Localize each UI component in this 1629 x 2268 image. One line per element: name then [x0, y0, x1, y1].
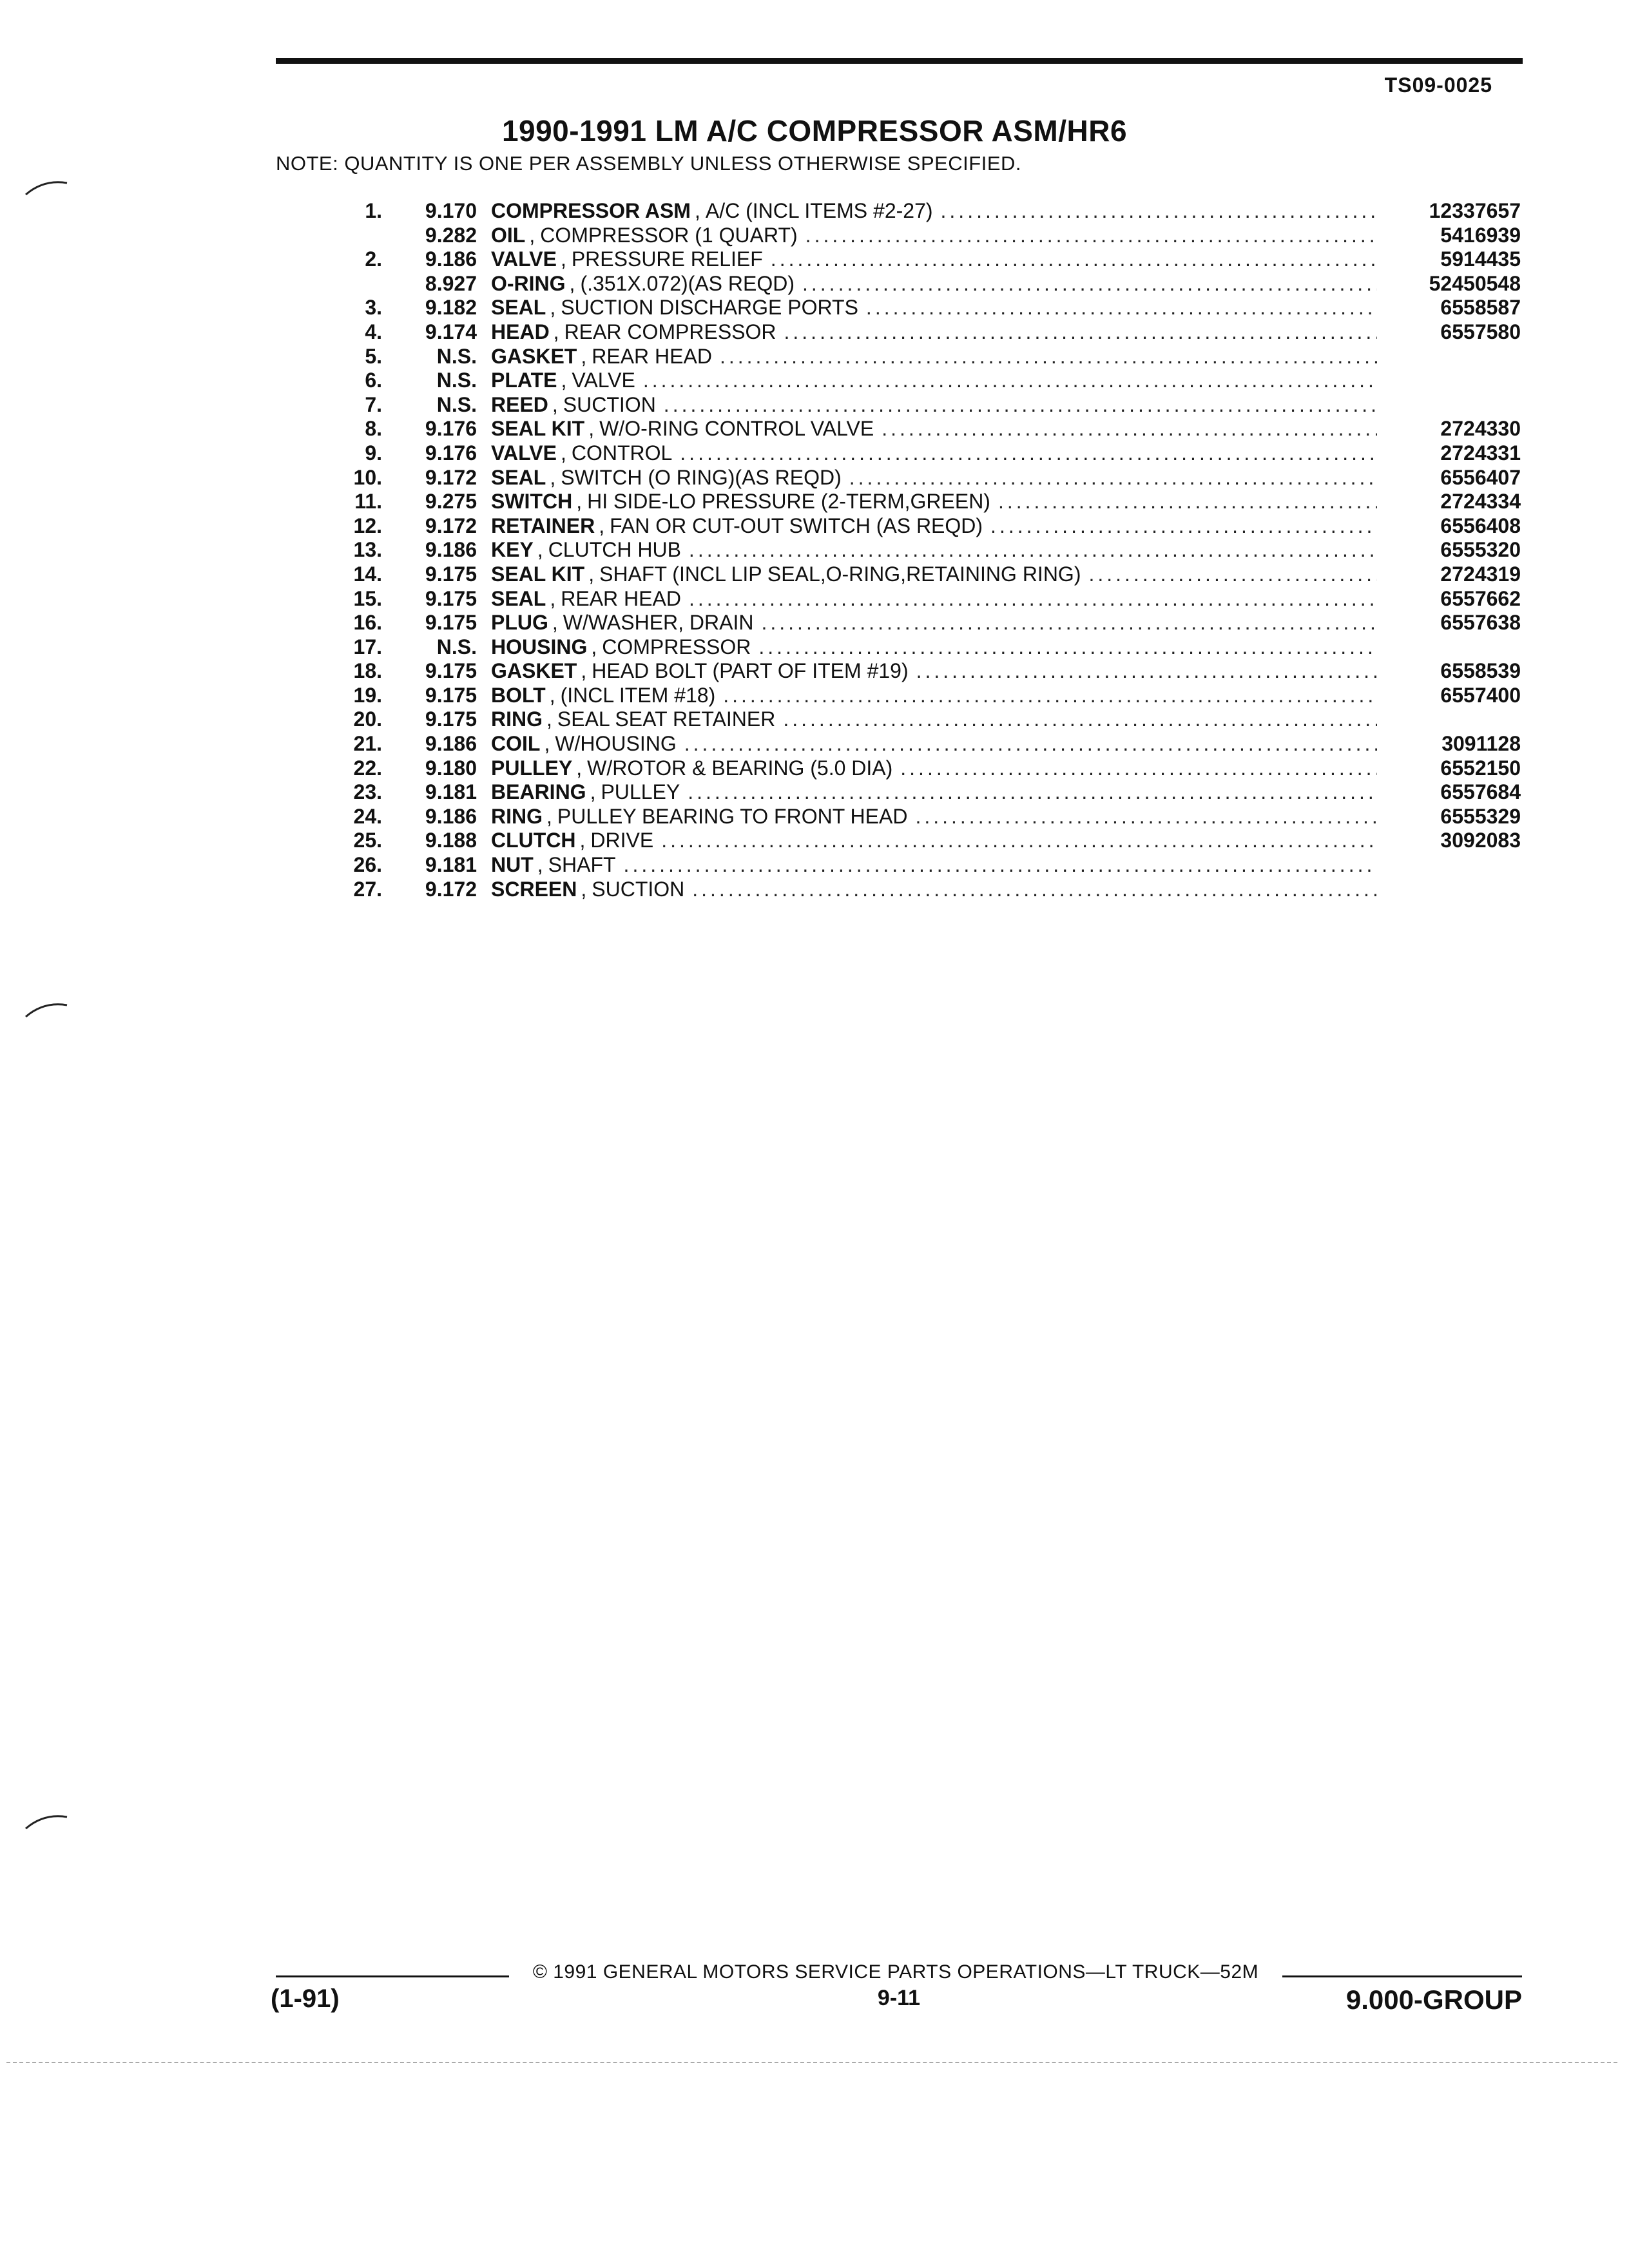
separator: ,: [569, 271, 575, 295]
group-number: 9.175: [425, 707, 477, 731]
dot-leader: [882, 417, 1377, 441]
part-number: 5914435: [1440, 247, 1521, 271]
separator: ,: [588, 417, 595, 441]
group-number: N.S.: [436, 392, 477, 416]
part-name: SEAL KIT: [491, 417, 585, 441]
separator: ,: [552, 392, 558, 416]
separator: ,: [599, 514, 605, 537]
dot-leader: [783, 707, 1377, 731]
part-detail: W/HOUSING: [555, 732, 677, 756]
part-row: [0, 878, 1629, 902]
item-number: 25.: [353, 829, 382, 852]
item-number: 5.: [365, 344, 382, 368]
item-number: 11.: [354, 490, 382, 514]
part-detail: SWITCH (O RING)(AS REQD): [561, 465, 842, 489]
dot-leader: [866, 296, 1377, 320]
item-number: 20.: [353, 707, 382, 731]
part-row: [0, 853, 1629, 878]
dot-leader: [915, 805, 1377, 829]
separator: ,: [550, 586, 556, 610]
dot-leader: [723, 684, 1377, 707]
separator: ,: [694, 199, 700, 222]
part-row: [0, 393, 1629, 418]
part-detail: SHAFT (INCL LIP SEAL,O-RING,RETAINING RING): [599, 562, 1081, 586]
document-code: TS09-0025: [1384, 73, 1492, 97]
item-number: 10.: [353, 465, 382, 489]
group-number: 9.172: [425, 465, 477, 489]
group-number: 9.175: [425, 683, 477, 707]
separator: ,: [552, 611, 558, 635]
part-description: [491, 320, 1377, 344]
group-number: 9.186: [425, 247, 477, 271]
part-number: 6557580: [1440, 320, 1521, 343]
part-row: [0, 247, 1629, 272]
part-row: [0, 224, 1629, 248]
group-number: 8.927: [425, 271, 477, 295]
part-row: [0, 272, 1629, 296]
part-name: PULLEY: [491, 756, 573, 780]
binder-hole-mark: [24, 175, 70, 201]
part-number: 2724331: [1440, 441, 1521, 465]
part-detail: A/C (INCL ITEMS #2-27): [705, 199, 933, 222]
separator: ,: [576, 756, 583, 780]
separator: ,: [550, 465, 556, 489]
group-number: 9.181: [425, 780, 477, 804]
dot-leader: [849, 466, 1377, 490]
part-detail: (INCL ITEM #18): [560, 683, 716, 707]
part-name: SEAL: [491, 296, 546, 320]
group-number: 9.175: [425, 611, 477, 635]
item-number: 3.: [365, 296, 382, 320]
part-detail: CLUTCH HUB: [548, 538, 681, 562]
group-number: 9.170: [425, 199, 477, 222]
group-number: 9.181: [425, 853, 477, 877]
separator: ,: [537, 538, 543, 562]
item-number: 4.: [365, 320, 382, 343]
footer-group: 9.000-GROUP: [1345, 1984, 1522, 2015]
group-number: 9.180: [425, 756, 477, 780]
item-number: 12.: [353, 514, 382, 537]
part-name: HEAD: [491, 320, 550, 343]
part-number: 6552150: [1440, 756, 1521, 780]
part-detail: SUCTION: [563, 392, 656, 416]
part-number: 6558539: [1440, 659, 1521, 683]
group-number: 9.186: [425, 732, 477, 756]
separator: ,: [591, 635, 597, 658]
part-name: REED: [491, 392, 548, 416]
part-description: [491, 659, 1377, 683]
item-number: 13.: [353, 538, 382, 562]
part-detail: (.351X.072)(AS REQD): [580, 271, 795, 295]
part-detail: FAN OR CUT-OUT SWITCH (AS REQD): [610, 514, 983, 537]
part-row: [0, 538, 1629, 562]
part-name: SEAL: [491, 465, 546, 489]
part-description: [491, 829, 1377, 852]
part-detail: SHAFT: [548, 853, 616, 877]
footer-date: (1-91): [271, 1984, 340, 2013]
part-number: 6555320: [1440, 538, 1521, 562]
group-number: 9.175: [425, 562, 477, 586]
part-detail: VALVE: [572, 369, 635, 392]
part-detail: W/ROTOR & BEARING (5.0 DIA): [587, 756, 893, 780]
separator: ,: [537, 853, 543, 877]
group-number: 9.172: [425, 514, 477, 537]
footer-copyright: © 1991 GENERAL MOTORS SERVICE PARTS OPERATIONS—LT TRUCK—52M: [532, 1961, 1259, 1983]
group-number: N.S.: [436, 369, 477, 392]
part-row: [0, 829, 1629, 853]
part-row: [0, 296, 1629, 320]
part-number: 6555329: [1440, 804, 1521, 828]
dot-leader: [684, 732, 1377, 756]
part-name: CLUTCH: [491, 829, 576, 852]
part-row: [0, 780, 1629, 805]
separator: ,: [588, 562, 595, 586]
footer-page-number: 9-11: [877, 1986, 921, 2010]
separator: ,: [529, 223, 535, 247]
dot-leader: [784, 320, 1378, 344]
group-number: 9.282: [425, 223, 477, 247]
part-row: [0, 490, 1629, 514]
part-detail: SUCTION DISCHARGE PORTS: [561, 296, 858, 320]
separator: ,: [550, 296, 556, 320]
part-name: RETAINER: [491, 514, 595, 537]
item-number: 19.: [353, 683, 382, 707]
part-description: [491, 538, 1377, 562]
separator: ,: [560, 441, 566, 465]
part-number: 6557400: [1440, 683, 1521, 707]
dot-leader: [689, 538, 1377, 562]
part-detail: PULLEY BEARING TO FRONT HEAD: [557, 804, 908, 828]
part-number: 6556407: [1440, 465, 1521, 489]
footer-left-rule: [276, 1975, 509, 1977]
group-number: 9.188: [425, 829, 477, 852]
dot-leader: [758, 635, 1377, 659]
dot-leader: [688, 780, 1377, 804]
group-number: 9.174: [425, 320, 477, 343]
part-name: BEARING: [491, 780, 586, 804]
part-number: 6557638: [1440, 611, 1521, 635]
part-description: [491, 611, 1377, 635]
part-description: [491, 272, 1377, 296]
part-row: [0, 684, 1629, 708]
page-title: 1990-1991 LM A/C COMPRESSOR ASM/HR6: [501, 114, 1128, 148]
separator: ,: [560, 247, 566, 271]
part-description: [491, 417, 1377, 441]
part-row: [0, 587, 1629, 611]
part-name: SCREEN: [491, 877, 577, 901]
part-name: BOLT: [491, 683, 546, 707]
part-description: [491, 707, 1377, 731]
group-number: 9.176: [425, 441, 477, 465]
item-number: 22.: [353, 756, 382, 780]
dot-leader: [624, 853, 1377, 877]
part-name: VALVE: [491, 441, 557, 465]
part-detail: W/WASHER, DRAIN: [563, 611, 754, 635]
part-description: [491, 684, 1377, 707]
item-number: 17.: [353, 635, 382, 658]
dot-leader: [664, 393, 1377, 417]
group-number: 9.172: [425, 877, 477, 901]
part-detail: DRIVE: [590, 829, 654, 852]
dot-leader: [990, 514, 1377, 538]
part-name: RING: [491, 804, 543, 828]
dot-leader: [643, 369, 1377, 392]
dot-leader: [1088, 562, 1377, 586]
group-number: 9.182: [425, 296, 477, 320]
separator: ,: [546, 707, 552, 731]
part-description: [491, 562, 1377, 586]
separator: ,: [579, 829, 586, 852]
part-name: SWITCH: [491, 490, 573, 514]
part-name: COIL: [491, 732, 541, 756]
separator: ,: [581, 877, 587, 901]
part-description: [491, 878, 1377, 901]
part-name: KEY: [491, 538, 534, 562]
part-row: [0, 611, 1629, 635]
item-number: 21.: [353, 732, 382, 756]
dot-leader: [720, 345, 1377, 369]
part-detail: COMPRESSOR: [602, 635, 751, 658]
group-number: N.S.: [436, 635, 477, 658]
top-rule: [276, 58, 1523, 64]
scan-edge-line: [6, 2062, 1617, 2063]
part-detail: HI SIDE-LO PRESSURE (2-TERM,GREEN): [587, 490, 990, 514]
item-number: 15.: [353, 586, 382, 610]
dot-leader: [771, 247, 1377, 271]
part-number: 5416939: [1440, 223, 1521, 247]
group-number: 9.275: [425, 490, 477, 514]
dot-leader: [689, 587, 1377, 611]
part-number: 6556408: [1440, 514, 1521, 537]
part-row: [0, 732, 1629, 756]
dot-leader: [998, 490, 1377, 514]
footer-right-rule: [1282, 1975, 1522, 1977]
group-number: 9.186: [425, 804, 477, 828]
part-row: [0, 199, 1629, 224]
separator: ,: [553, 320, 559, 343]
part-name: GASKET: [491, 344, 577, 368]
separator: ,: [581, 659, 587, 683]
part-name: HOUSING: [491, 635, 588, 658]
group-number: 9.175: [425, 659, 477, 683]
part-row: [0, 707, 1629, 732]
part-number: 12337657: [1429, 199, 1521, 222]
dot-leader: [802, 272, 1377, 296]
part-name: GASKET: [491, 659, 577, 683]
part-description: [491, 296, 1377, 320]
separator: ,: [546, 804, 552, 828]
dot-leader: [941, 199, 1377, 223]
item-number: 1.: [365, 199, 382, 222]
part-name: O-RING: [491, 271, 566, 295]
item-number: 18.: [353, 659, 382, 683]
part-detail: COMPRESSOR (1 QUART): [540, 223, 798, 247]
part-detail: REAR COMPRESSOR: [564, 320, 776, 343]
part-row: [0, 756, 1629, 781]
quantity-note: NOTE: QUANTITY IS ONE PER ASSEMBLY UNLESS OTHERWISE SPECIFIED.: [276, 152, 1022, 175]
separator: ,: [590, 780, 596, 804]
binder-hole-mark: [24, 997, 70, 1023]
part-number: 2724334: [1440, 490, 1521, 514]
part-description: [491, 732, 1377, 756]
part-description: [491, 853, 1377, 877]
part-name: VALVE: [491, 247, 557, 271]
part-detail: CONTROL: [571, 441, 673, 465]
part-description: [491, 199, 1377, 223]
part-description: [491, 466, 1377, 490]
part-description: [491, 441, 1377, 465]
part-number: 3092083: [1440, 829, 1521, 852]
separator: ,: [581, 344, 587, 368]
part-number: 6557662: [1440, 586, 1521, 610]
part-row: [0, 417, 1629, 441]
dot-leader: [680, 441, 1377, 465]
part-description: [491, 635, 1377, 659]
item-number: 27.: [353, 877, 382, 901]
item-number: 24.: [353, 804, 382, 828]
dot-leader: [661, 829, 1377, 852]
part-description: [491, 369, 1377, 392]
part-description: [491, 345, 1377, 369]
part-description: [491, 805, 1377, 829]
part-name: PLUG: [491, 611, 548, 635]
part-detail: PULLEY: [601, 780, 680, 804]
part-description: [491, 224, 1377, 247]
part-detail: REAR HEAD: [592, 344, 712, 368]
part-row: [0, 514, 1629, 539]
dot-leader: [761, 611, 1377, 635]
group-number: 9.186: [425, 538, 477, 562]
dot-leader: [900, 756, 1377, 780]
part-detail: PRESSURE RELIEF: [571, 247, 763, 271]
part-row: [0, 320, 1629, 345]
part-description: [491, 780, 1377, 804]
item-number: 23.: [353, 780, 382, 804]
part-number: 52450548: [1429, 271, 1521, 295]
part-row: [0, 466, 1629, 490]
part-description: [491, 247, 1377, 271]
part-name: COMPRESSOR ASM: [491, 199, 691, 222]
part-number: 6557684: [1440, 780, 1521, 804]
part-detail: REAR HEAD: [561, 586, 681, 610]
part-row: [0, 635, 1629, 660]
dot-leader: [692, 878, 1377, 901]
part-description: [491, 756, 1377, 780]
part-detail: SEAL SEAT RETAINER: [557, 707, 776, 731]
part-description: [491, 587, 1377, 611]
part-detail: HEAD BOLT (PART OF ITEM #19): [592, 659, 909, 683]
part-row: [0, 805, 1629, 829]
item-number: 9.: [365, 441, 382, 465]
part-row: [0, 562, 1629, 587]
part-row: [0, 345, 1629, 369]
part-name: NUT: [491, 853, 534, 877]
part-description: [491, 393, 1377, 417]
part-name: RING: [491, 707, 543, 731]
part-number: 2724319: [1440, 562, 1521, 586]
item-number: 7.: [365, 392, 382, 416]
item-number: 14.: [353, 562, 382, 586]
separator: ,: [549, 683, 555, 707]
dot-leader: [805, 224, 1377, 247]
part-name: PLATE: [491, 369, 557, 392]
part-row: [0, 369, 1629, 393]
item-number: 2.: [365, 247, 382, 271]
part-name: SEAL: [491, 586, 546, 610]
part-row: [0, 441, 1629, 466]
dot-leader: [916, 659, 1377, 683]
separator: ,: [576, 490, 583, 514]
parts-list: [0, 199, 1629, 901]
part-number: 2724330: [1440, 417, 1521, 441]
binder-hole-mark: [24, 1809, 70, 1835]
part-row: [0, 659, 1629, 684]
item-number: 6.: [365, 369, 382, 392]
item-number: 26.: [353, 853, 382, 877]
part-number: 6558587: [1440, 296, 1521, 320]
part-number: 3091128: [1441, 732, 1521, 756]
part-name: SEAL KIT: [491, 562, 585, 586]
group-number: 9.176: [425, 417, 477, 441]
part-detail: W/O-RING CONTROL VALVE: [599, 417, 874, 441]
item-number: 16.: [353, 611, 382, 635]
group-number: 9.175: [425, 586, 477, 610]
part-detail: SUCTION: [592, 877, 685, 901]
part-name: OIL: [491, 223, 526, 247]
group-number: N.S.: [436, 344, 477, 368]
separator: ,: [544, 732, 550, 756]
part-description: [491, 514, 1377, 538]
separator: ,: [561, 369, 567, 392]
part-description: [491, 490, 1377, 514]
item-number: 8.: [365, 417, 382, 441]
